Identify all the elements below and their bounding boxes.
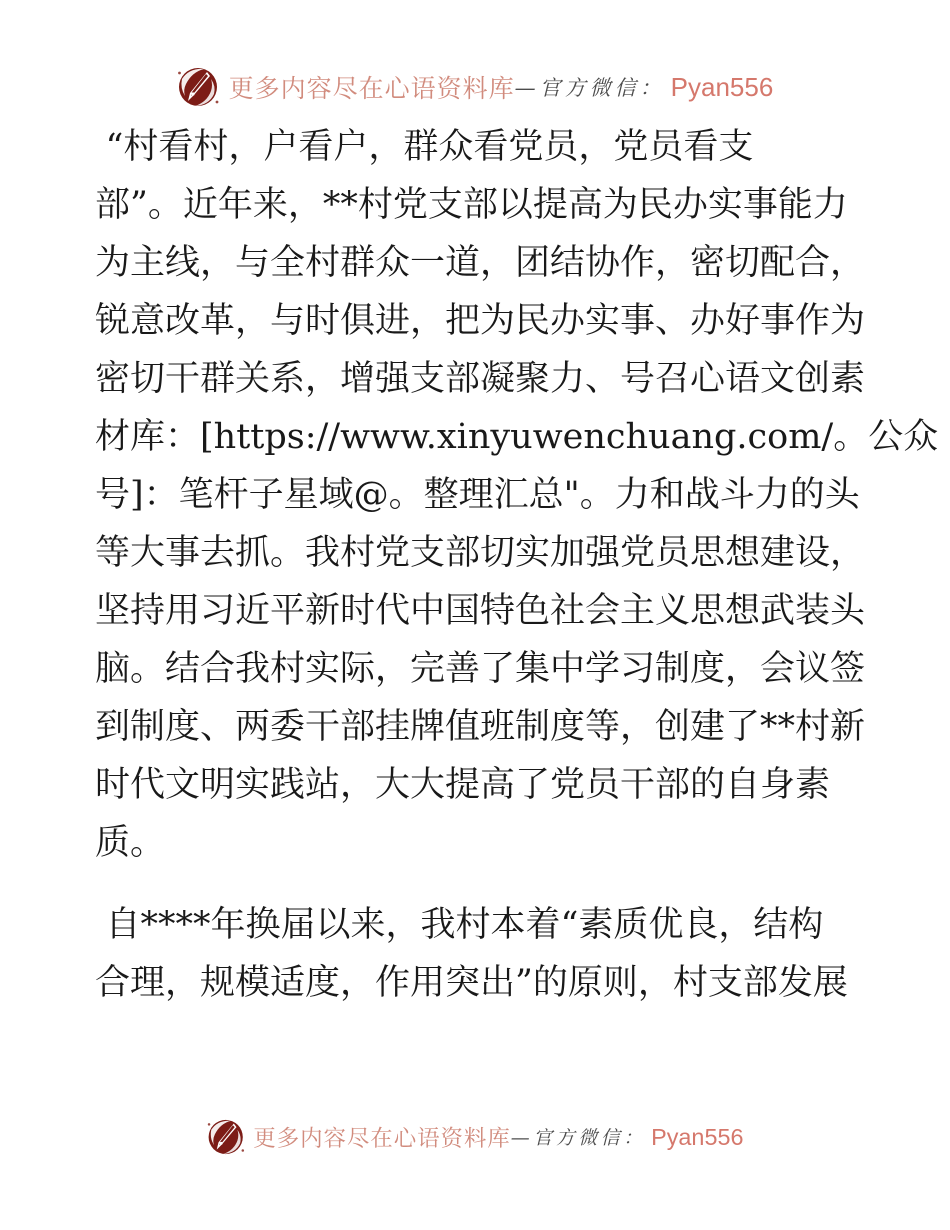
footer-watermark bbox=[48, 1116, 903, 1157]
text-line: 号]：笔杆子星域@。整理汇总"。力和战斗力的头 bbox=[95, 475, 860, 515]
watermark-wechat-id: Pyan556 bbox=[651, 1123, 744, 1151]
text-line: 质。 bbox=[95, 823, 166, 863]
text-line: 到制度、两委干部挂牌值班制度等，创建了**村新 bbox=[95, 707, 866, 747]
text-line: 材库：[https://www.xinyuwenchuang.com/。公众 bbox=[95, 417, 939, 457]
watermark-wechat-label: —官方微信： bbox=[514, 76, 665, 100]
text-line: 密切干群关系，增强支部凝聚力、号召心语文创素 bbox=[95, 359, 866, 399]
pen-circle-logo-icon bbox=[206, 1116, 244, 1157]
text-line: 合理，规模适度，作用突出”的原则，村支部发展 bbox=[95, 963, 848, 1003]
text-line: 为主线，与全村群众一道，团结协作，密切配合， bbox=[95, 243, 866, 283]
text-line: 坚持用习近平新时代中国特色社会主义思想武装头 bbox=[95, 591, 866, 631]
text-line: 部”。近年来，**村党支部以提高为民办实事能力 bbox=[95, 185, 848, 225]
text-line: 锐意改革，与时俱进，把为民办实事、办好事作为 bbox=[95, 301, 866, 341]
pen-circle-logo-icon bbox=[177, 64, 219, 110]
paragraph bbox=[95, 896, 865, 1012]
text-line: “村看村，户看户，群众看党员，党员看支 bbox=[105, 127, 754, 167]
watermark-wechat-label: —官方微信： bbox=[510, 1127, 646, 1149]
watermark-wechat-id: Pyan556 bbox=[670, 71, 774, 102]
watermark-brand-text: 更多内容尽在心语资料库 bbox=[253, 1125, 511, 1152]
text-line: 自****年换届以来，我村本着“素质优良，结构 bbox=[105, 905, 824, 945]
paragraph bbox=[95, 118, 939, 872]
text-line: 等大事去抓。我村党支部切实加强党员思想建设， bbox=[95, 533, 866, 573]
text-line: 时代文明实践站，大大提高了党员干部的自身素 bbox=[95, 765, 831, 805]
watermark-brand-text: 更多内容尽在心语资料库 bbox=[228, 74, 515, 103]
header-watermark bbox=[0, 64, 950, 110]
document-body bbox=[95, 118, 939, 1012]
text-line: 脑。结合我村实际，完善了集中学习制度，会议签 bbox=[95, 649, 866, 689]
